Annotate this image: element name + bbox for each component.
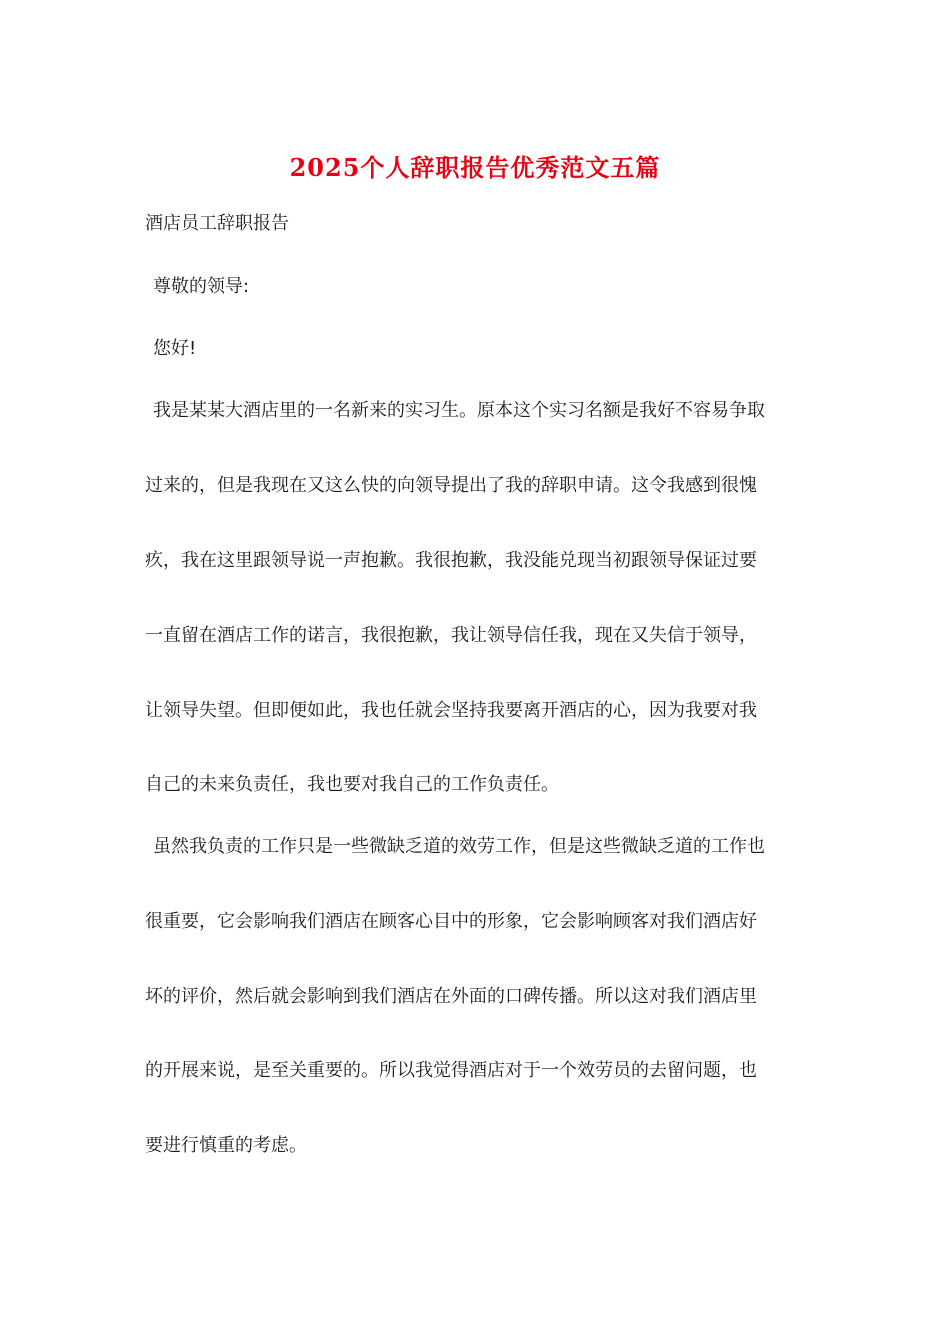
subtitle: 酒店员工辞职报告 bbox=[145, 213, 289, 234]
paragraph2-line: 坏的评价，然后就会影响到我们酒店在外面的口碑传播。所以这对我们酒店里 bbox=[145, 986, 757, 1007]
paragraph1-line: 我是某某大酒店里的一名新来的实习生。原本这个实习名额是我好不容易争取 bbox=[153, 400, 765, 421]
paragraph2-line: 的开展来说，是至关重要的。所以我觉得酒店对于一个效劳员的去留问题，也 bbox=[145, 1060, 757, 1081]
paragraph2-line: 要进行慎重的考虑。 bbox=[145, 1135, 307, 1156]
paragraph1-line: 疚，我在这里跟领导说一声抱歉。我很抱歉，我没能兑现当初跟领导保证过要 bbox=[145, 550, 757, 571]
document-title: 2025个人辞职报告优秀范文五篇 bbox=[289, 153, 661, 182]
salutation: 尊敬的领导: bbox=[153, 276, 250, 297]
paragraph1-line: 过来的，但是我现在又这么快的向领导提出了我的辞职申请。这令我感到很愧 bbox=[145, 475, 757, 496]
paragraph2-line: 虽然我负责的工作只是一些微缺乏道的效劳工作，但是这些微缺乏道的工作也 bbox=[153, 836, 765, 857]
paragraph1-line: 一直留在酒店工作的诺言，我很抱歉，我让领导信任我，现在又失信于领导， bbox=[145, 625, 757, 646]
paragraph2-line: 很重要，它会影响我们酒店在顾客心目中的形象，它会影响顾客对我们酒店好 bbox=[145, 911, 757, 932]
greeting: 您好! bbox=[153, 338, 197, 359]
paragraph1-line: 让领导失望。但即便如此，我也任就会坚持我要离开酒店的心，因为我要对我 bbox=[145, 700, 757, 721]
paragraph1-line: 自己的未来负责任，我也要对我自己的工作负责任。 bbox=[145, 774, 559, 795]
